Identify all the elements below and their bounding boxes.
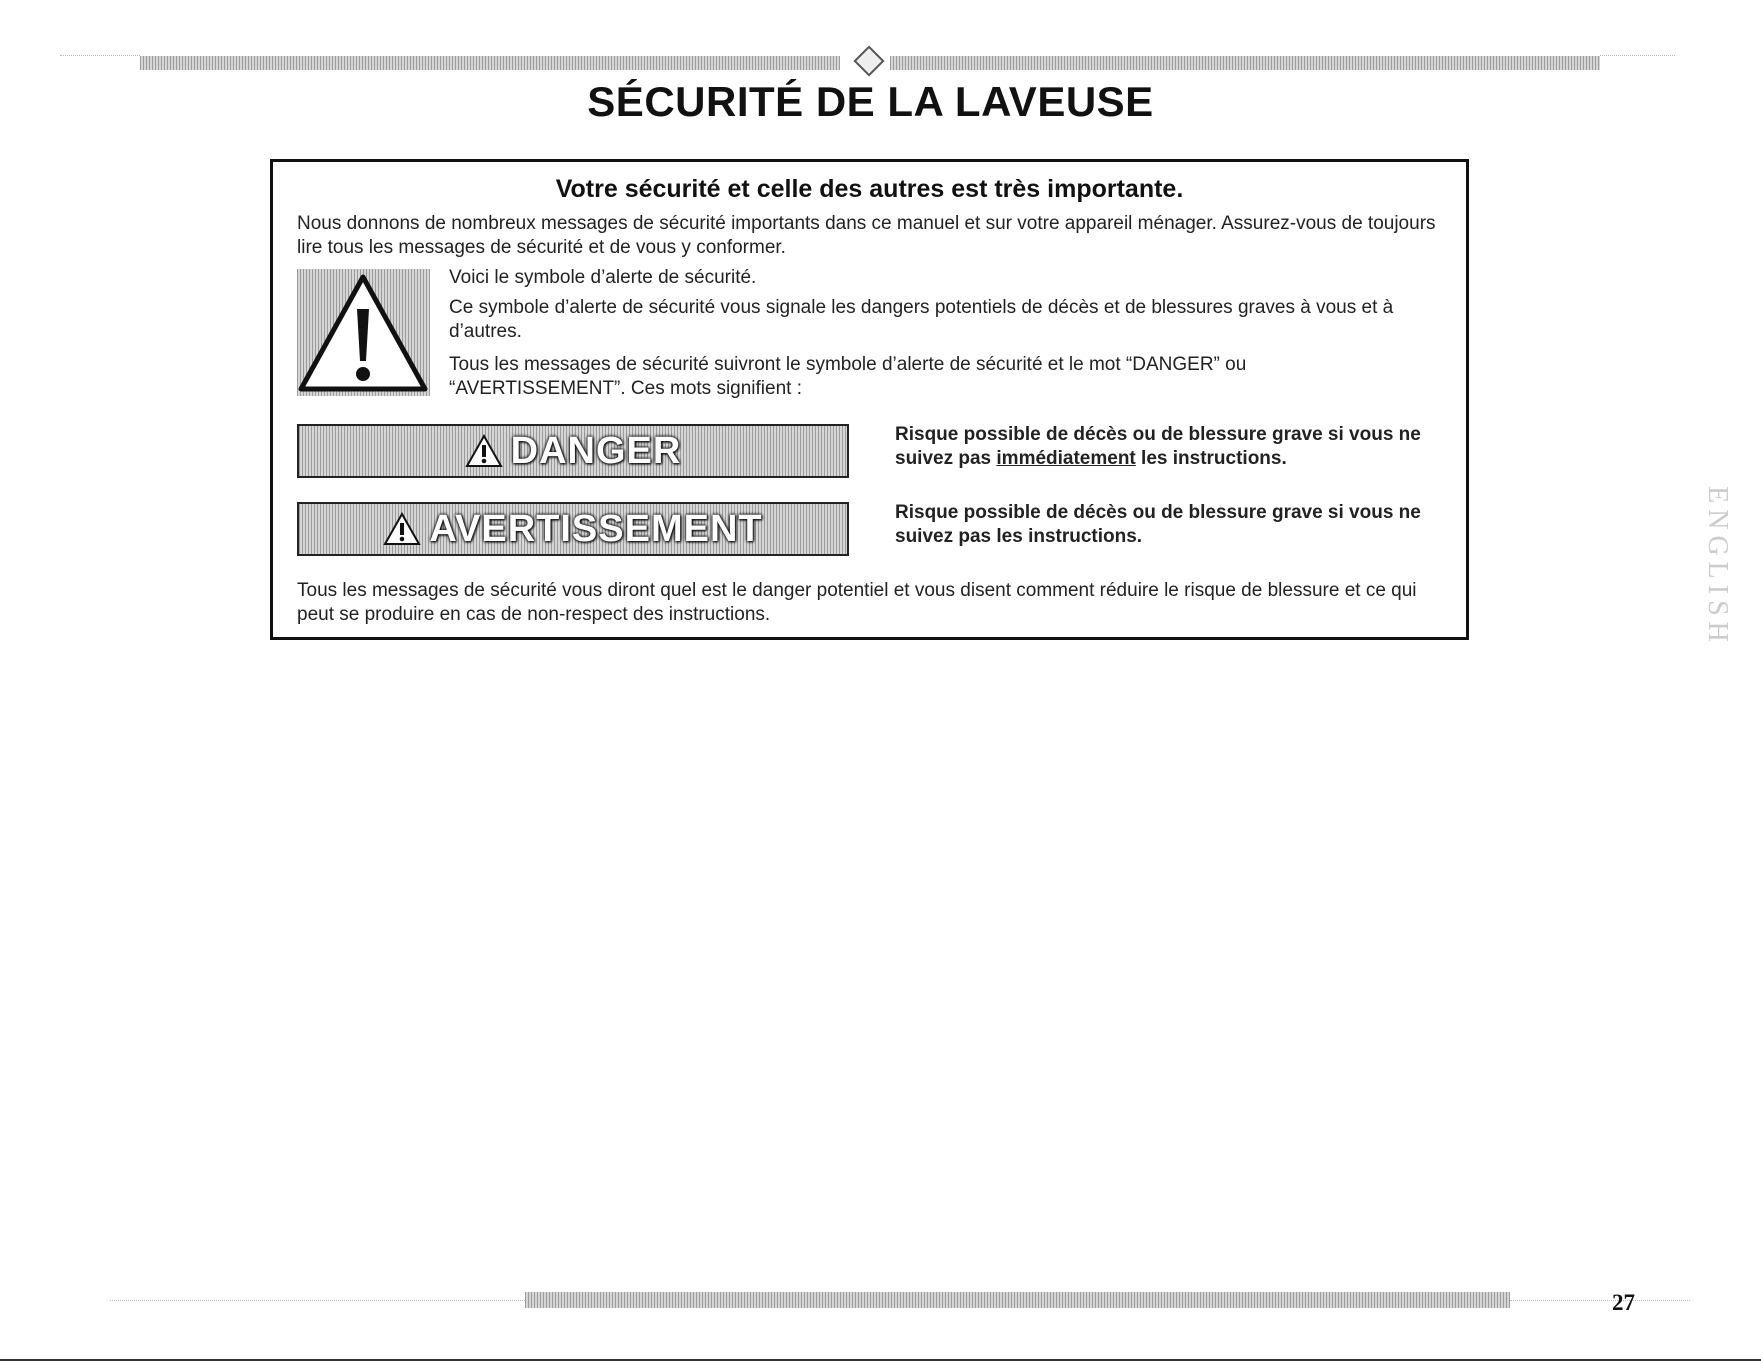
side-tab-label: ENGLISH	[1702, 486, 1734, 648]
danger-banner	[297, 424, 849, 478]
header-rule-right	[890, 56, 1600, 70]
header-rule-left	[140, 56, 840, 70]
language-side-tab	[1702, 486, 1734, 648]
footer-rule	[525, 1292, 1510, 1308]
top-dotted-line-right	[1600, 55, 1675, 56]
warning-banner	[297, 502, 849, 556]
danger-desc-before: Risque possible de décès ou de blessure grave si vous ne suivez pas	[895, 424, 1421, 469]
warning-triangle-icon	[465, 434, 503, 468]
top-dotted-line-left	[60, 55, 140, 56]
closing-paragraph: Tous les messages de sécurité vous diront quel est le danger potentiel et vous disent comment réduire le risque de blessure et ce qui peut se produire en cas de non-respect des instructions.	[297, 580, 1417, 625]
symbol-meaning-text: Ce symbole d’alerte de sécurité vous signale les dangers potentiels de décès et de blessures graves à vous et à d’autres.	[449, 297, 1394, 342]
danger-desc-underlined: immédiatement	[996, 448, 1136, 469]
safety-message-box	[270, 159, 1469, 640]
warning-description: Risque possible de décès ou de blessure grave si vous ne suivez pas les instructions.	[895, 502, 1421, 547]
danger-desc-after: les instructions.	[1135, 448, 1287, 469]
footer-dotted-line-right	[1510, 1300, 1690, 1301]
danger-description	[895, 423, 1455, 471]
intro-paragraph: Nous donnons de nombreux messages de sécurité importants dans ce manuel et sur votre appareil ménager. Assurez-vous de toujours lire tous les messages de sécurité et de vous y conformer.	[297, 213, 1436, 258]
footer-dotted-line-left	[110, 1300, 525, 1301]
warning-triangle-icon	[297, 269, 430, 396]
danger-label: DANGER	[510, 429, 682, 472]
signal-words-text: Tous les messages de sécurité suivront le symbole d’alerte de sécurité et le mot “DANGER” ou “AVERTISSEMENT”. Ces mots signifient :	[449, 354, 1247, 399]
warning-triangle-icon	[383, 512, 421, 546]
warning-label: AVERTISSEMENT	[429, 507, 763, 550]
safety-heading: Votre sécurité et celle des autres est très importante.	[555, 175, 1184, 203]
page-number: 27	[1612, 1290, 1635, 1315]
diamond-icon	[853, 45, 884, 76]
symbol-intro-text: Voici le symbole d’alerte de sécurité.	[449, 267, 757, 288]
page-title: SÉCURITÉ DE LA LAVEUSE	[587, 78, 1154, 125]
